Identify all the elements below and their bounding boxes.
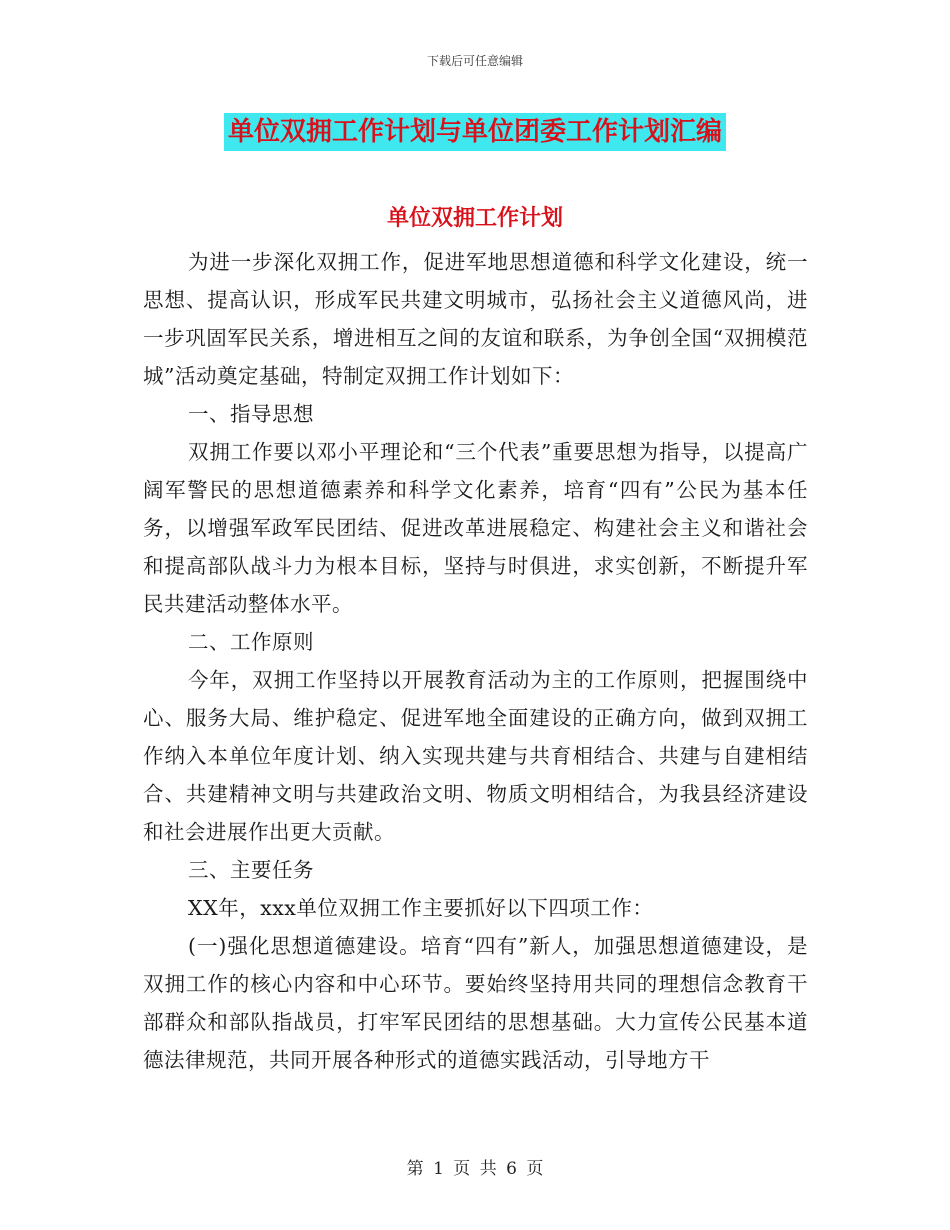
page-footer: 第 1 页 共 6 页 — [406, 1159, 544, 1179]
paragraph-main-tasks-intro: XX年，xxx单位双拥工作主要抓好以下四项工作： — [188, 896, 654, 920]
main-title-container — [0, 113, 950, 151]
header-note: 下载后可任意编辑 — [426, 54, 523, 68]
main-title: 单位双拥工作计划与单位团委工作计划汇编 — [224, 113, 726, 151]
heading-main-tasks: 三、主要任务 — [188, 858, 314, 882]
paragraph-intro: 为进一步深化双拥工作，促进军地思想道德和科学文化建设，统一思想、提高认识，形成军民共建文明城市，弘扬社会主义道德风尚，进一步巩固军民关系，增进相互之间的友谊和联系，为争创全国“双拥模范城”活动奠定基础，特制定双拥工作计划如下： — [143, 250, 808, 388]
paragraph-work-principles: 今年，双拥工作坚持以开展教育活动为主的工作原则，把握围绕中心、服务大局、维护稳定、促进军地全面建设的正确方向，做到双拥工作纳入本单位年度计划、纳入实现共建与共育相结合、共建与自建相结合、共建精神文明与共建政治文明、物质文明相结合，为我县经济建设和社会进展作出更大贡献。 — [143, 668, 808, 844]
heading-guiding-thought: 一、指导思想 — [188, 402, 314, 426]
heading-work-principles: 二、工作原则 — [188, 630, 314, 654]
paragraph-guiding-thought: 双拥工作要以邓小平理论和“三个代表”重要思想为指导，以提高广阔军警民的思想道德素养和科学文化素养，培育“四有”公民为基本任务，以增强军政军民团结、促进改革进展稳定、构建社会主义和谐社会和提高部队战斗力为根本目标，坚持与时俱进，求实创新，不断提升军民共建活动整体水平。 — [143, 440, 808, 616]
section-title: 单位双拥工作计划 — [386, 206, 563, 231]
paragraph-task-one: (一)强化思想道德建设。培育“四有”新人，加强思想道德建设，是双拥工作的核心内容和中心环节。要始终坚持用共同的理想信念教育干部群众和部队指战员，打牢军民团结的思想基础。大力宣传公民基本道德法律规范，共同开展各种形式的道德实践活动，引导地方干 — [143, 934, 808, 1072]
document-body — [143, 243, 808, 1079]
